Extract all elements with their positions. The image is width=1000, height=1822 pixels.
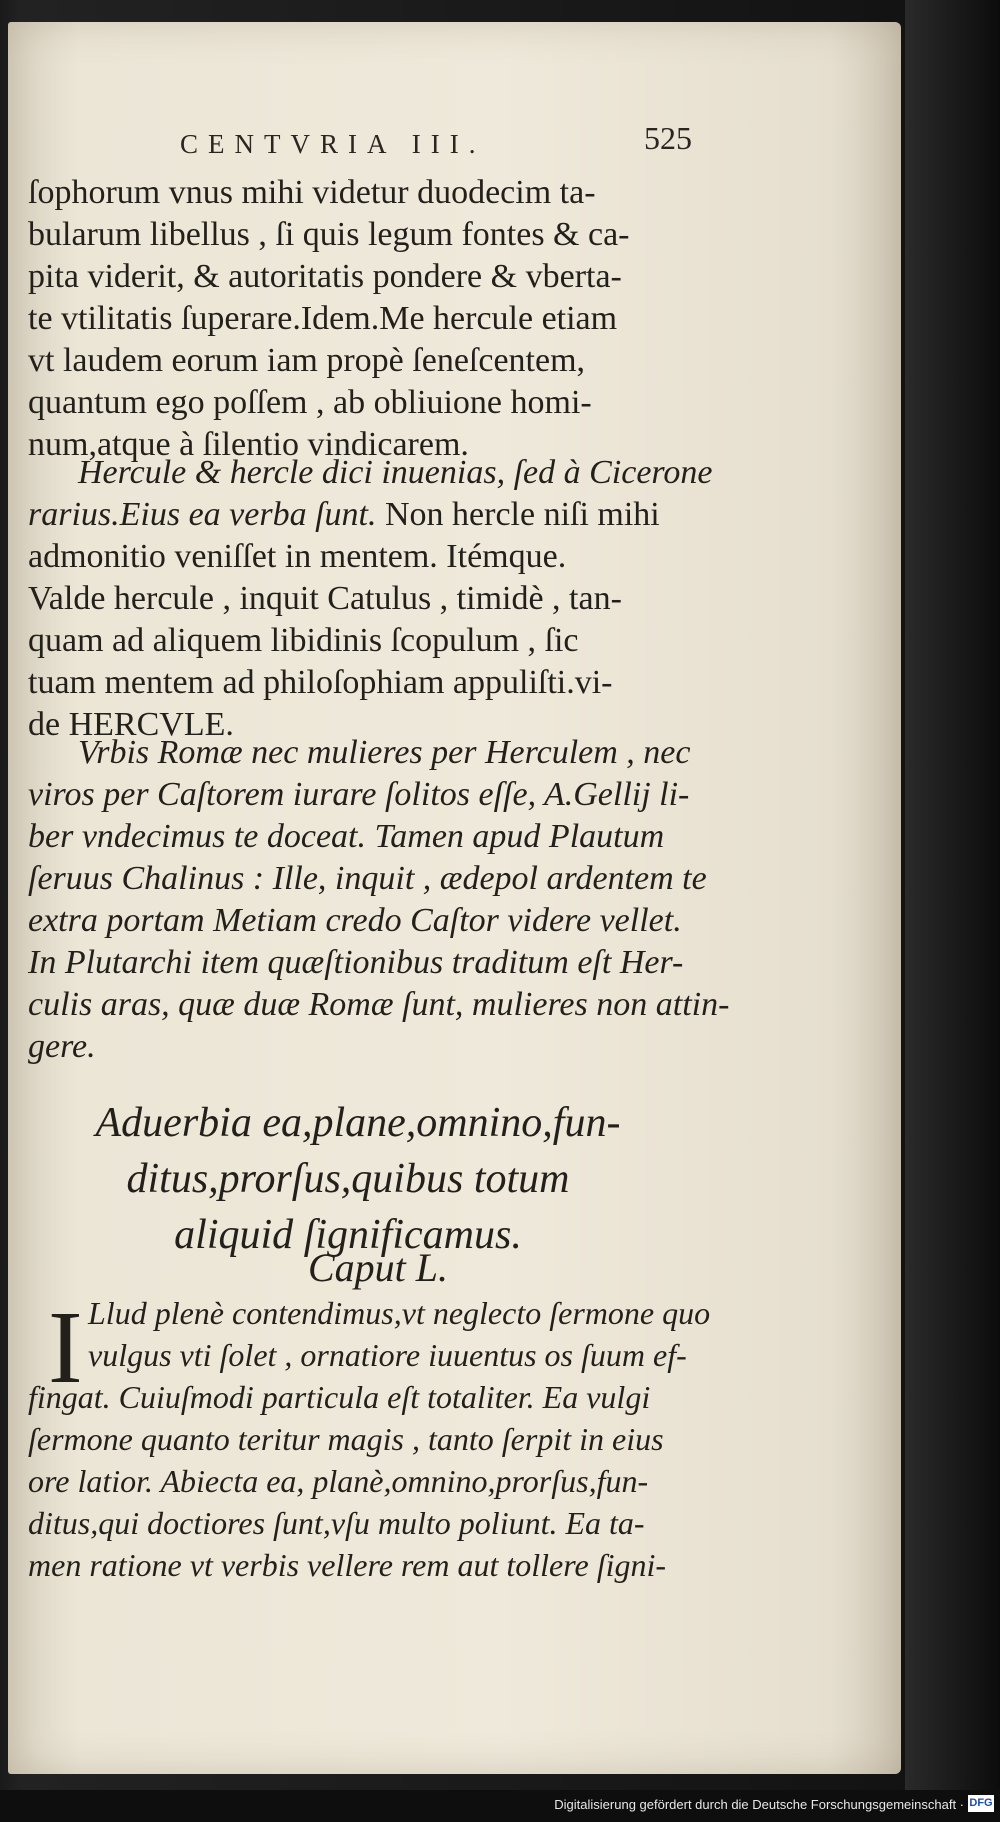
- text-line: men ratione vt verbis vellere rem aut tollere ſigni-: [28, 1547, 667, 1583]
- text-line: Llud plenè contendimus,vt neglecto ſermone quo: [88, 1295, 711, 1331]
- text-line: In Plutarchi item quæſtionibus traditum eſt Her-: [28, 944, 684, 981]
- page-number: 525: [644, 120, 692, 156]
- book-edge: [905, 0, 1000, 1790]
- text-line: ber vndecimus te doceat. Tamen apud Plautum: [28, 818, 665, 855]
- drop-cap: I: [48, 1290, 83, 1405]
- text-line: bularum libellus , ſi quis legum fontes & ca-: [28, 216, 630, 253]
- text-line: [28, 578, 708, 620]
- paragraph-4: [28, 1292, 711, 1586]
- text-line: [28, 494, 708, 536]
- text-line: [28, 536, 708, 578]
- chapter-heading: [8, 1095, 901, 1263]
- running-header: CENTVRIA III.: [180, 129, 486, 159]
- roman-span: Non hercle niſi mihi: [376, 496, 660, 533]
- dfg-logo: DFG: [968, 1795, 994, 1812]
- text-line: te vtilitatis ſuperare.Idem.Me hercule etiam: [28, 300, 618, 337]
- heading-line: ditus,prorſus,quibus totum: [126, 1156, 570, 1202]
- italic-span: rarius.Eius ea verba ſunt.: [28, 496, 377, 533]
- chapter-number: Caput L.: [308, 1245, 449, 1290]
- text-line: ſeruus Chalinus : Ille, inquit , ædepol ardentem te: [28, 860, 707, 897]
- book-page: [8, 22, 901, 1774]
- italic-span: Hercule & hercle dici inuenias, ſed à Cicerone: [78, 454, 713, 491]
- heading-line: aliquid ſignificamus.: [174, 1212, 522, 1258]
- text-line: ditus,qui doctiores ſunt,vſu multo poliunt. Ea ta-: [28, 1505, 645, 1541]
- text-line: Vrbis Romæ nec mulieres per Herculem , nec: [78, 734, 691, 771]
- text-line: extra portam Metiam credo Caſtor videre vellet.: [28, 902, 682, 939]
- text-line: gere.: [28, 1028, 96, 1065]
- text-line: [28, 662, 708, 704]
- text-line: quantum ego poſſem , ab obliuione homi-: [28, 384, 592, 421]
- text-line: vulgus vti ſolet , ornatiore iuuentus os ſuum ef-: [88, 1337, 687, 1373]
- text-line: [28, 452, 713, 494]
- text-line: [28, 620, 708, 662]
- roman-span: Valde hercule , inquit Catulus , timidè , tan-: [28, 580, 622, 617]
- text-line: culis aras, quæ duæ Romæ ſunt, mulieres non attin-: [28, 986, 730, 1023]
- heading-line: Aduerbia ea,plane,omnino,fun-: [95, 1100, 621, 1146]
- roman-span: quam ad aliquem libidinis ſcopulum , ſic: [28, 622, 579, 659]
- text-line: ſermone quanto teritur magis , tanto ſerpit in eius: [28, 1421, 664, 1457]
- paragraph-3: [28, 732, 730, 1068]
- text-line: num,atque à ſilentio vindicarem.: [28, 426, 469, 463]
- text-line: vt laudem eorum iam propè ſeneſcentem,: [28, 342, 586, 379]
- text-line: pita viderit, & autoritatis pondere & vberta-: [28, 258, 622, 295]
- footer-credit: Digitalisierung gefördert durch die Deutsche Forschungsgemeinschaft ·: [554, 1797, 964, 1812]
- roman-span: tuam mentem ad philoſophiam appuliſti.vi-: [28, 664, 613, 701]
- text-line: ſophorum vnus mihi videtur duodecim ta-: [28, 174, 596, 211]
- roman-span: admonitio veniſſet in mentem. Itémque.: [28, 538, 567, 575]
- paragraph-1: [28, 172, 708, 466]
- text-line: ore latior. Abiecta ea, planè,omnino,prorſus,fun-: [28, 1463, 649, 1499]
- text-line: fingat. Cuiuſmodi particula eſt totaliter. Ea vulgi: [28, 1379, 651, 1415]
- paragraph-2: [28, 452, 713, 746]
- roman-span: de HERCVLE.: [28, 706, 234, 743]
- text-line: viros per Caſtorem iurare ſolitos eſſe, A.Gellij li-: [28, 776, 690, 813]
